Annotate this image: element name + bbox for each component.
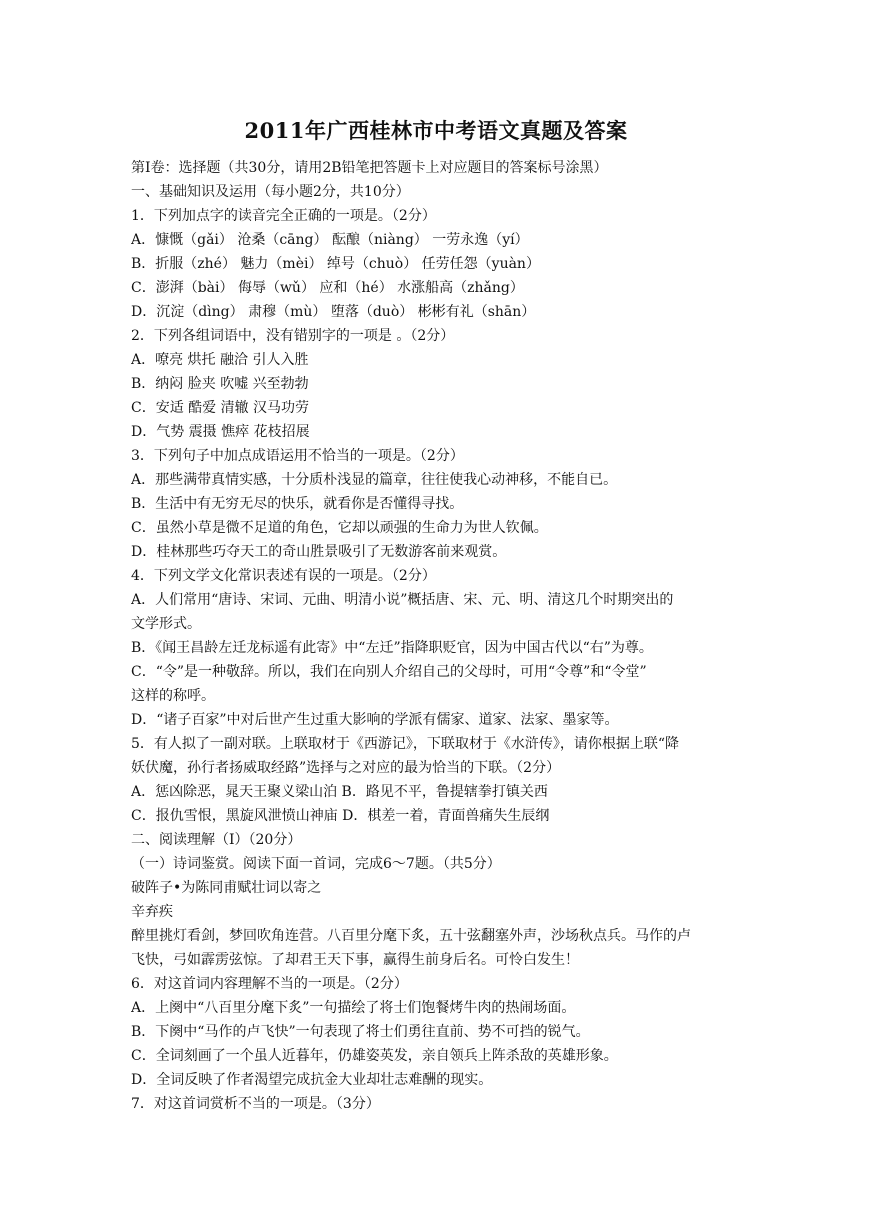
text-line: 辛弃疾	[131, 904, 173, 920]
text-line: 文学形式。	[131, 616, 201, 632]
text-line: B．纳闷 脸夹 吹嘘 兴至勃勃	[131, 376, 309, 392]
text-line: 6．对这首词内容理解不当的一项是。（2分）	[131, 976, 408, 992]
text-line: （一）诗词鉴赏。阅读下面一首词，完成6～7题。（共5分）	[131, 856, 501, 872]
text-line: 二、阅读理解（Ⅰ）（20分）	[131, 832, 302, 848]
text-line: C．全词刻画了一个虽人近暮年，仍雄姿英发，亲自领兵上阵杀敌的英雄形象。	[131, 1048, 618, 1064]
text-line: A．慷慨（gǎi） 沧桑（cāng） 酝酿（niàng） 一劳永逸（yí）	[131, 232, 529, 248]
text-line: C．安适 酷爱 清辙 汉马功劳	[131, 400, 310, 416]
text-line: 第Ⅰ卷：选择题（共30分，请用2B铅笔把答题卡上对应题目的答案标号涂黑）	[131, 160, 608, 176]
text-line: 一、基础知识及运用（每小题2分，共10分）	[131, 184, 410, 200]
text-line: 2．下列各组词语中，没有错别字的一项是 。（2分）	[131, 328, 455, 344]
text-line: 这样的称呼。	[131, 688, 215, 704]
text-line: 妖伏魔，孙行者扬威取经路”选择与之对应的最为恰当的下联。（2分）	[131, 760, 561, 776]
text-line: D．沉淀（dìng） 肃穆（mù） 堕落（duò） 彬彬有礼（shān）	[131, 304, 536, 320]
text-line: 1．下列加点字的读音完全正确的一项是。（2分）	[131, 208, 436, 224]
text-line: B．生活中有无穷无尽的快乐，就看你是否懂得寻找。	[131, 496, 464, 512]
text-line: D．气势 震摄 憔瘁 花枝招展	[131, 424, 310, 440]
text-line: 醉里挑灯看剑，梦回吹角连营。八百里分麾下炙，五十弦翻塞外声，沙场秋点兵。马作的卢	[131, 928, 691, 944]
text-line: 3．下列句子中加点成语运用不恰当的一项是。（2分）	[131, 448, 464, 464]
text-line: C．澎湃（bài） 侮辱（wǔ） 应和（hé） 水涨船高（zhǎng）	[131, 280, 524, 296]
text-line: A．上阕中“八百里分麾下炙”一句描绘了将士们饱餐烤牛肉的热闹场面。	[131, 1000, 576, 1016]
text-line: C．“令”是一种敬辞。所以，我们在向别人介绍自己的父母时，可用“令尊”和“令堂”	[131, 664, 647, 680]
text-line: B．折服（zhé） 魅力（mèi） 绰号（chuò） 任劳任怨（yuàn）	[131, 256, 540, 272]
text-line: C．报仇雪恨，黑旋风泄愤山神庙 D．棋差一着，青面兽痛失生辰纲	[131, 808, 550, 824]
document-body	[131, 156, 741, 1116]
text-line: D．“诸子百家”中对后世产生过重大影响的学派有儒家、道家、法家、墨家等。	[131, 712, 619, 728]
text-line: 7．对这首词赏析不当的一项是。（3分）	[131, 1096, 380, 1112]
text-line: 4．下列文学文化常识表述有误的一项是。（2分）	[131, 568, 436, 584]
text-line: B．下阕中“马作的卢飞快”一句表现了将士们勇往直前、势不可挡的锐气。	[131, 1024, 590, 1040]
text-line: C．虽然小草是微不足道的角色，它却以顽强的生命力为世人钦佩。	[131, 520, 548, 536]
text-line: A．那些满带真情实感，十分质朴浅显的篇章，往往使我心动神移，不能自已。	[131, 472, 618, 488]
document-title: 2011年广西桂林市中考语文真题及答案	[244, 118, 628, 143]
text-line: D．全词反映了作者渴望完成抗金大业却壮志难酬的现实。	[131, 1072, 493, 1088]
text-line: B．《闻王昌龄左迁龙标遥有此寄》中“左迁”指降职贬官，因为中国古代以“右”为尊。	[131, 640, 653, 656]
text-line: 5．有人拟了一副对联。上联取材于《西游记》，下联取材于《水浒传》，请你根据上联“降	[131, 736, 680, 752]
text-line: A．人们常用“唐诗、宋词、元曲、明清小说”概括唐、宋、元、明、清这几个时期突出的	[131, 592, 674, 608]
text-line: 破阵子•为陈同甫赋壮词以寄之	[131, 880, 322, 896]
text-line: D．桂林那些巧夺天工的奇山胜景吸引了无数游客前来观赏。	[131, 544, 507, 560]
document-page	[131, 112, 741, 1116]
text-line: A．惩凶除恶，晁天王聚义梁山泊 B．路见不平，鲁提辖拳打镇关西	[131, 784, 548, 800]
text-line: 飞快，弓如霹雳弦惊。了却君王天下事，赢得生前身后名。可怜白发生！	[131, 952, 579, 968]
text-line: A．嘹亮 烘托 融洽 引人入胜	[131, 352, 309, 368]
